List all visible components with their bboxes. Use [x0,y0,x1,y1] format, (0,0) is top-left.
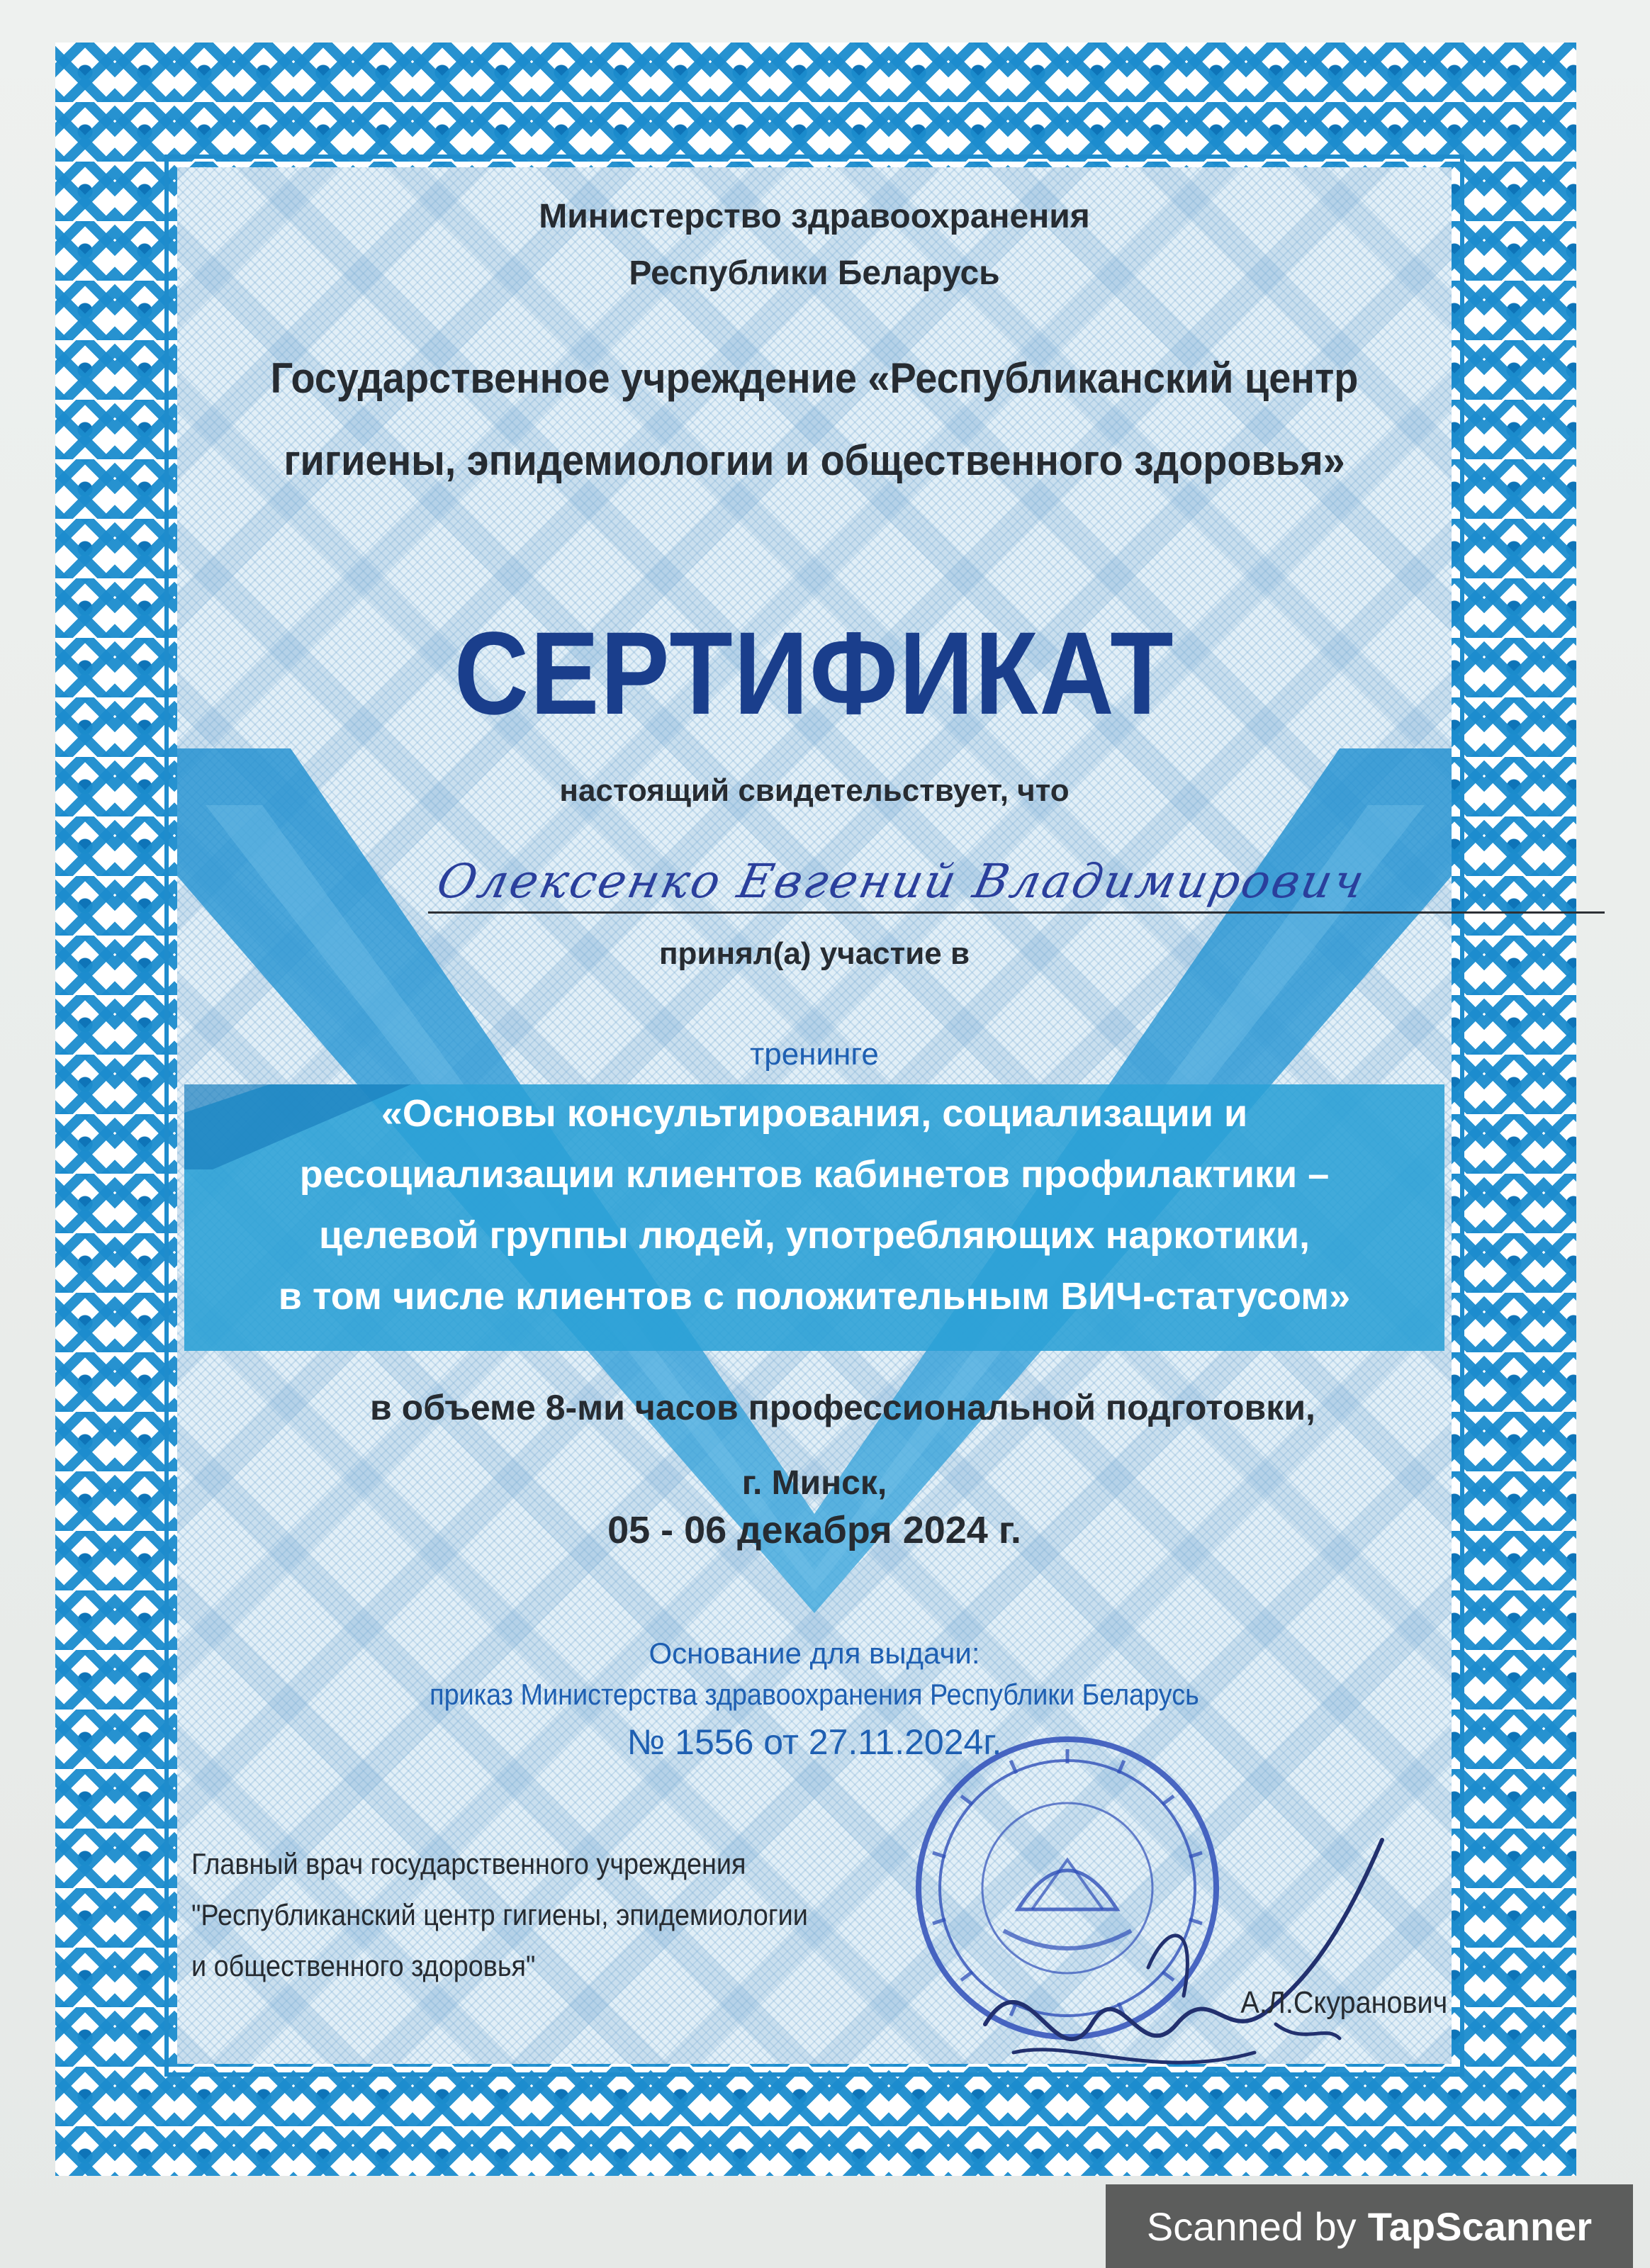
basis-order: приказ Министерства здравоохранения Республики Беларусь [430,1678,1199,1711]
participated-text: принял(а) участие в [658,936,970,971]
signatory-title-block [191,1838,893,1992]
certificate-content [177,167,1452,2064]
course-line-2: ресоциализации клиентов кабинетов профилактики – [299,1153,1330,1196]
signatory-line-2: "Республиканский центр гигиены, эпидемиологии [191,1898,808,1931]
handwritten-signature [971,1812,1410,2109]
signatory-line-3: и общественного здоровья" [191,1949,536,1982]
scanner-prefix: Scanned by [1146,2204,1357,2249]
ministry-line-2: Республики Беларусь [629,254,1000,292]
certifies-text: настоящий свидетельствует, что [559,773,1070,808]
recipient-name-line [428,833,1605,914]
signatory-name: А.Л.Скуранович [1240,1985,1447,2020]
event-dates: 05 - 06 декабря 2024 г. [607,1509,1021,1551]
certificate-title: СЕРТИФИКАТ [454,608,1175,739]
institution-line-1: Государственное учреждение «Республиканский центр [270,354,1359,402]
event-city: г. Минск, [741,1464,887,1502]
recipient-name: Олексенко Евгений Владимирович [432,854,1371,909]
scanner-brand: TapScanner [1367,2204,1593,2249]
event-type: тренинге [750,1037,879,1072]
basis-number: № 1556 от 27.11.2024г. [627,1722,1002,1762]
course-line-1: «Основы консультирования, социализации и [381,1092,1248,1135]
ministry-line-1: Министерство здравоохранения [539,198,1090,235]
course-line-3: целевой группы людей, употребляющих наркотики, [318,1214,1311,1257]
course-line-4: в том числе клиентов с положительным ВИЧ-статусом» [278,1275,1351,1318]
basis-label: Основание для выдачи: [649,1637,980,1670]
signatory-line-1: Главный врач государственного учреждения [191,1847,746,1880]
volume-text: в объеме 8-ми часов профессиональной подготовки, [370,1388,1315,1427]
institution-line-2: гигиены, эпидемиологии и общественного здоровья» [284,437,1345,484]
scanner-watermark-badge [1106,2184,1633,2268]
